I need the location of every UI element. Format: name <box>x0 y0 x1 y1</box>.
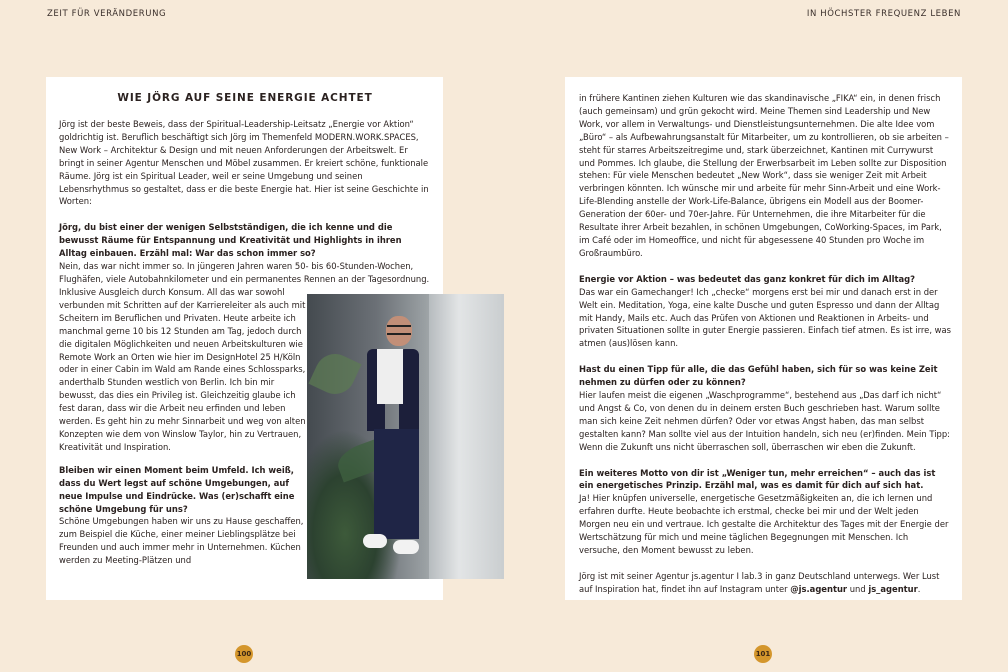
page-number-left: 100 <box>235 645 253 663</box>
question-3: Energie vor Aktion – was bedeutet das ganz konkret für dich im Alltag? <box>579 273 915 284</box>
instagram-handle-1[interactable]: @js.agentur <box>790 583 848 594</box>
closing-paragraph: Jörg ist mit seiner Agentur js.agentur I lab.3 in ganz Deutschland unterwegs. Wer Lust auf Inspiration hat, findet ihn auf Instagram unter @js.agentur und js_agentur. <box>579 570 940 594</box>
right-page <box>565 77 962 600</box>
answer-1: Nein, das war nicht immer so. In jüngeren Jahren waren 50- bis 60-Stunden-Wochen, Flughäfen, viele Autobahnkilometer und ein permanentes Rennen an der Tagesordnung. <box>59 261 430 284</box>
instagram-handle-2[interactable]: js_agentur <box>868 583 918 594</box>
left-page-lower-text <box>59 286 309 567</box>
article-title: WIE JÖRG AUF SEINE ENERGIE ACHTET <box>117 92 373 104</box>
intro-paragraph: Jörg ist der beste Beweis, dass der Spiritual-Leadership-Leitsatz „Energie vor Aktion“ goldrichtig ist. Beruflich beschäftigt sich Jörg im Themenfeld MODERN.WORK.SPACES, New Work – Architektur & Design und mit neuen Anforderungen der Arbeitswelt. Er bringt in seiner Agentur Menschen und Möbel zusammen. Er kreiert schöne, funktionale Räume. Jörg ist ein Spiritual Leader, weil er seine Umgebung und seinen Lebensrhythmus so gestaltet, dass er die beste Energie hat. Hier ist seine Geschichte in Worten: <box>59 119 429 207</box>
question-4: Hast du einen Tipp für alle, die das Gefühl haben, sich für so was keine Zeit nehmen zu dürfen oder zu können? <box>579 364 938 388</box>
left-page-text <box>59 91 431 286</box>
continued-paragraph: in frühere Kantinen ziehen Kulturen wie das skandinavische „FIKA“ ein, in denen frisch (auch gemeinsam) und grün gekocht wird. Meine Themen sind Leadership und New Work, vor allem in Verwaltungs- und Dienstleistungsunternehmen. Die alte Idee vom „Büro“ – als Aufbewahrungsanstalt für Mitarbeiter, um zu kontrollieren, ob sie arbeiten – steht für starres Arbeitszeitregime und, stark überzeichnet, Kantinen mit Currywurst und Pommes. Ich glaube, die Stellung der Erwerbsarbeit im Leben sollte zur Disposition stehen: Für viele Menschen bedeutet „New Work“, dass sie weniger Zeit mit Arbeit verbringen könnten. Ich wünsche mir und arbeite für mehr Sinn-Arbeit und eine Work-Life-Blending anstelle der Work-Life-Balance, übrigens ein Modell aus der Boomer-Generation der 60er- und 70er-Jahre. Für Unternehmen, die ihre Mitarbeiter für die Resultate ihrer Arbeit bezahlen, in schönen Umgebungen, CoWorking-Spaces, im Park, im Café oder im Homeoffice, und nicht für abgesessene 40 Stunden pro Woche im Großraumbüro. <box>579 93 949 258</box>
question-1: Jörg, du bist einer der wenigen Selbstständigen, die ich kenne und die bewusst Räume für Entspannung und Kreativität und Highlights in ihren Alltag einbauen. Erzähl mal: War das schon immer so? <box>59 222 402 259</box>
running-head-left: ZEIT FÜR VERÄNDERUNG <box>47 9 167 19</box>
portrait-photo <box>307 294 504 579</box>
question-2: Bleiben wir einen Moment beim Umfeld. Ich weiß, dass du Wert legst auf schöne Umgebungen, auf neue Impulse und Eindrücke. Was (er)schafft eine schöne Umgebung für uns? <box>59 464 295 514</box>
question-5: Ein weiteres Motto von dir ist „Weniger tun, mehr erreichen“ – auch das ist ein energetisches Prinzip. Erzähl mal, was es damit für dich auf sich hat. <box>579 467 936 491</box>
page-number-right: 101 <box>754 645 772 663</box>
running-head-right: IN HÖCHSTER FREQUENZ LEBEN <box>806 9 961 19</box>
answer-5: Ja! Hier knüpfen universelle, energetische Gesetzmäßigkeiten an, die ich lernen und erfahren durfte. Heute beobachte ich erstmal, checke bei mir und der Welt jeden Morgen neu ein und vertraue. Ich gestalte die Architektur des Tages mit der Energie der Wertschätzung für mich und meine täglichen Begegnungen mit Menschen. Ich versuche, den Moment bewusst zu leben. <box>579 493 949 555</box>
answer-3: Das war ein Gamechanger! Ich „checke“ morgens erst bei mir und danach erst in der Welt ein. Meditation, Yoga, eine kalte Dusche und guten Espresso und dann der Alltag mit Handy, Mails etc. Auch das Prüfen von Aktionen und Reaktionen in Arbeits- und privaten Situationen sollte in guter Energie passieren. Einfach tief atmen. Es ist irre, was atmen (aus)lösen kann. <box>579 286 951 349</box>
answer-4: Hier laufen meist die eigenen „Waschprogramme“, bestehend aus „Das darf ich nicht“ und Angst & Co, von denen du in deinem ersten Buch geschrieben hast. Warum sollte man sich keine Zeit nehmen dürfen? Oder vor etwas Angst haben, das man selbst gestalten kann? Man sollte viel aus der Intuition handeln, sich neu (er)finden. Mein Tipp: Wenn die Zukunft uns nicht überraschen soll, überraschen wir eben die Zukunft. <box>579 390 950 452</box>
right-page-text <box>579 92 951 596</box>
answer-2: Schöne Umgebungen haben wir uns zu Hause geschaffen, zum Beispiel die Küche, einer meiner Lieblingsplätze bei Freunden und auch immer mehr in Unternehmen. Küchen werden zu Meeting-Plätzen und <box>59 516 304 566</box>
answer-1-continued: Inklusive Ausgleich durch Konsum. All das war sowohl verbunden mit Schritten auf der Karriereleiter als auch mit Scheitern im Beruflichen und Privaten. Heute arbeite ich manchmal gerne 10 bis 12 Stunden am Tag, jedoch durch die digitalen Möglichkeiten und neuen Arbeitskulturen wie Remote Work an Orten wie hier im DesignHotel 25 H/Köln oder in einer Cabin im Wald am Rande eines Schlossparks, anderthalb Stunden westlich von Berlin. Ich bin mir bewusst, das dies ein Privileg ist. Gleichzeitig glaube ich fest daran, dass wir die Arbeit neu erfinden und leben werden. Es geht hin zu mehr Sinnarbeit und weg von alten Konzepten wie dem von Winslow Taylor, hin zu Vertrauen, Kreativität und Inspiration. <box>59 287 306 452</box>
